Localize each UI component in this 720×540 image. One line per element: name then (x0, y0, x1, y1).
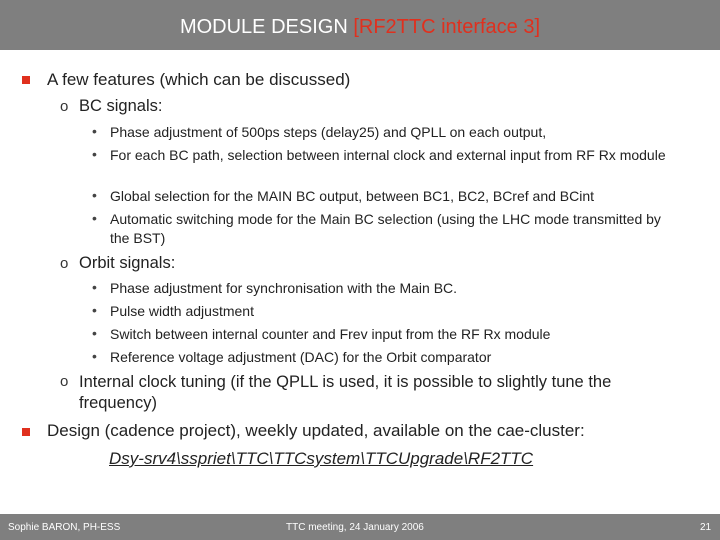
dot-bullet-icon: • (92, 187, 97, 203)
dot-bullet-icon: • (92, 123, 97, 139)
dot-bullet-icon: • (92, 279, 97, 295)
orbit-signals-label: Orbit signals: (79, 254, 176, 272)
project-path-link[interactable]: Dsy-srv4\sspriet\TTC\TTCsystem\TTCUpgrade\RF2TTC (109, 449, 534, 468)
bc-item: Global selection for the MAIN BC output, between BC1, BC2, BCref and BCint (110, 188, 595, 204)
square-bullet-icon (22, 428, 30, 436)
circle-bullet-icon: o (60, 255, 69, 272)
bc-item: For each BC path, selection between internal clock and external input from RF Rx module (110, 147, 666, 163)
orbit-item: Pulse width adjustment (110, 303, 254, 319)
orbit-item: Reference voltage adjustment (DAC) for the Orbit comparator (110, 349, 492, 365)
bc-signals-label: BC signals: (79, 97, 163, 115)
footer-author: Sophie BARON, PH-ESS (8, 522, 121, 533)
footer-bar (0, 514, 720, 540)
bullet-features: A few features (which can be discussed) (47, 70, 351, 89)
dot-bullet-icon: • (92, 146, 97, 162)
clock-tuning-text: Internal clock tuning (if the QPLL is used, it is possible to slightly tune the frequency) (79, 373, 612, 412)
dot-bullet-icon: • (92, 325, 97, 341)
circle-bullet-icon: o (60, 98, 69, 115)
bc-item: Automatic switching mode for the Main BC selection (using the LHC mode transmitted by the BST) (110, 211, 661, 246)
slide-title-accent: [RF2TTC interface 3] (353, 16, 541, 38)
slide-title: MODULE DESIGN (179, 16, 354, 38)
dot-bullet-icon: • (92, 210, 97, 226)
orbit-item: Switch between internal counter and Frev input from the RF Rx module (110, 326, 551, 342)
orbit-item: Phase adjustment for synchronisation with the Main BC. (110, 280, 458, 296)
dot-bullet-icon: • (92, 302, 97, 318)
bullet-design: Design (cadence project), weekly updated, available on the cae-cluster: (47, 421, 585, 440)
page-number: 21 (700, 522, 712, 533)
footer-meeting: TTC meeting, 24 January 2006 (286, 522, 424, 533)
dot-bullet-icon: • (92, 348, 97, 364)
bc-item: Phase adjustment of 500ps steps (delay25) and QPLL on each output, (110, 124, 547, 140)
circle-bullet-icon: o (60, 373, 69, 390)
square-bullet-icon (22, 76, 30, 84)
